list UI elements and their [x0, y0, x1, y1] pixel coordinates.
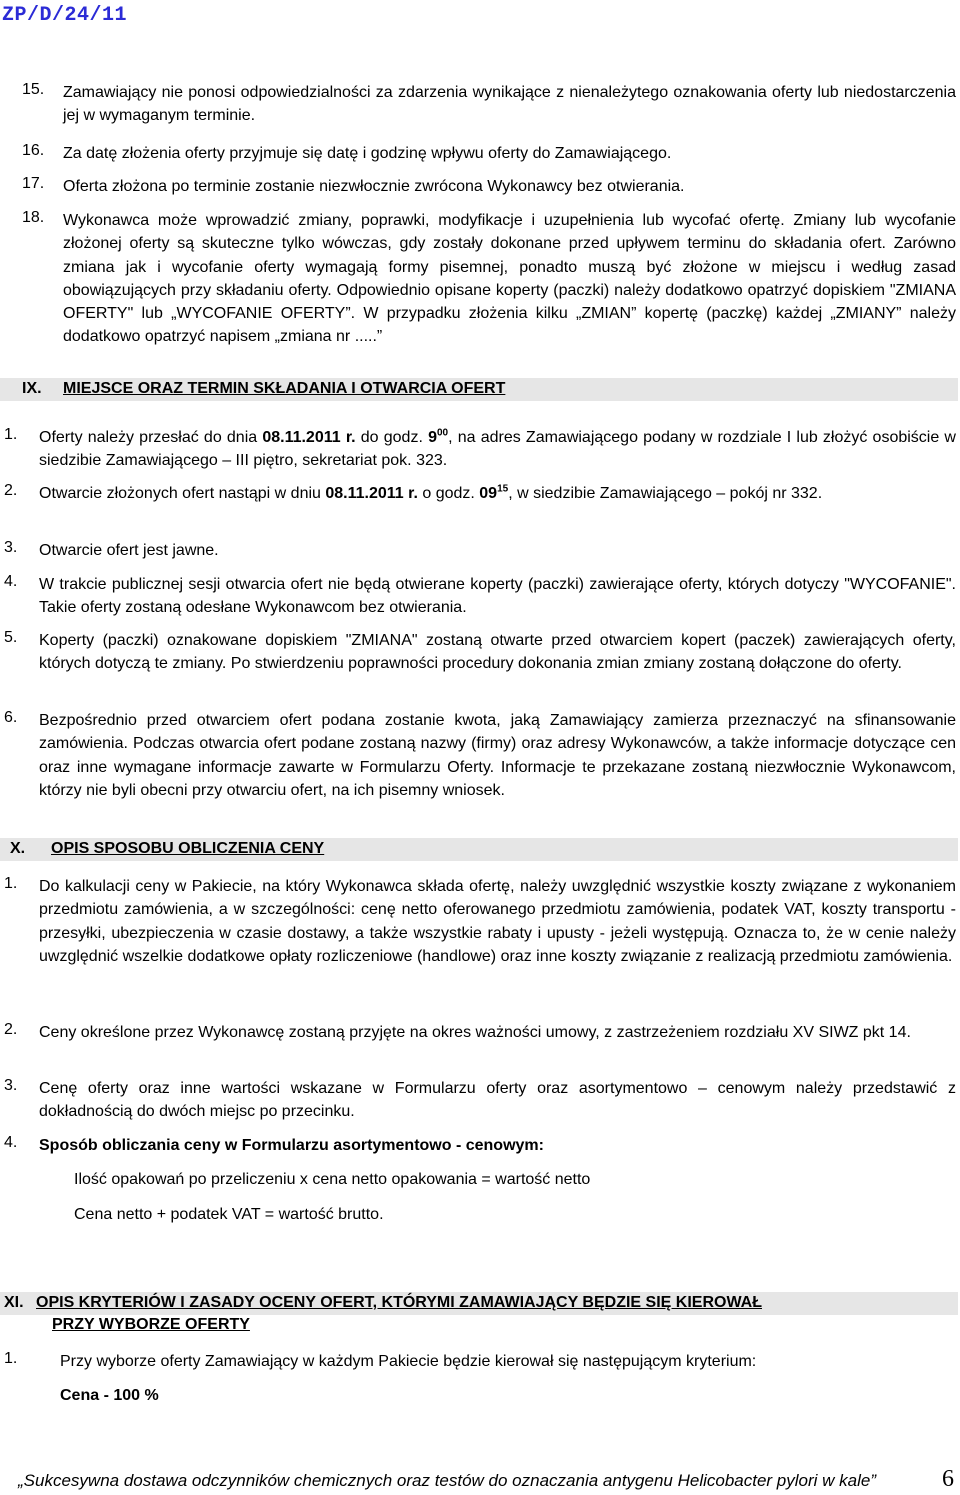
criterion-price: Cena - 100 %	[60, 1387, 159, 1404]
list-item-text: Otwarcie ofert jest jawne.	[39, 542, 219, 559]
list-item-text: Do kalkulacji ceny w Pakiecie, na który Wykonawca składa ofertę, należy uwzględnić wszystkie koszty związane z wykonaniem przedmiotu zamówienia, a w szczególności: cenę netto oferowanego przedmiotu zamówienia, podatek VAT, koszty transportu - przesyłki, ubezpieczenia w czasie dostawy, a także wszystkie rabaty i upusty - jeżeli występują. Oznacza to, że w cenie należy uwzględnić wszelkie dodatkowe opłaty rozliczeniowe (handlowe) oraz inne koszty związanie z realizacją przedmiotu zamówienia.	[39, 878, 956, 965]
list-item-text: Cenę oferty oraz inne wartości wskazane w Formularzu oferty oraz asortymentowo – cenowym należy przedstawić z dokładnością do dwóch miejsc po przecinku.	[39, 1080, 956, 1121]
formula-gross: Cena netto + podatek VAT = wartość brutto.	[74, 1206, 384, 1223]
section-ix-title: MIEJSCE ORAZ TERMIN SKŁADANIA I OTWARCIA OFERT	[63, 380, 506, 397]
list-item-number: 16.	[22, 142, 45, 159]
list-item-number: 1.	[4, 875, 18, 892]
list-item-number: 2.	[4, 482, 18, 499]
list-item-text: W trakcie publicznej sesji otwarcia ofert nie będą otwierane koperty (paczki) zawierające oferty, których dotyczy "WYCOFANIE". Takie oferty zostaną odesłane Wykonawcom bez otwierania.	[39, 576, 956, 617]
list-item-text: Oferty należy przesłać do dnia 08.11.2011 r. do godz. $9^{00}$, na adres Zamawiającego podany w rozdziale I lub złożyć osobiście w siedzibie Zamawiającego – III piętro, sekretariat pok. 323.	[39, 427, 956, 470]
list-item-number: 5.	[4, 629, 18, 646]
opening-hour: 09	[479, 485, 498, 502]
page-number: 6	[942, 1466, 954, 1492]
list-item-text: Bezpośrednio przed otwarciem ofert podana zostanie kwota, jaką Zamawiający zamierza przeznaczyć na sfinansowanie zamówienia. Podczas otwarcia ofert podane zostaną nazwy (firmy) oraz adresy Wykonawców, a także informacje dotyczące cen oraz inne wymagane informacje zawarte w Formularzu Oferty. Informacje te przekazane zostaną niezwłocznie Wykonawcom, którzy nie byli obecni przy otwarciu ofert, na ich pisemny wniosek.	[39, 712, 956, 799]
list-item-number: 4.	[4, 1134, 18, 1151]
list-item-text: Zamawiający nie ponosi odpowiedzialności za zdarzenia wynikające z nienależytego oznakowania oferty lub niedostarczenia jej w wymaganym terminie.	[63, 84, 956, 125]
section-xi-title-line2: PRZY WYBORZE OFERTY	[52, 1316, 250, 1333]
list-item-text: Wykonawca może wprowadzić zmiany, poprawki, modyfikacje i uzupełnienia lub wycofać ofertę. Zmiany lub wycofanie złożonej oferty są skuteczne tylko wówczas, gdy zostały dokonane przed upływem terminu do składania ofert. Zarówno zmiana jak i wycofanie oferty wymagają formy pisemnej, ponadto muszą być złożone w miejscu i według zasad obowiązujących przy składaniu oferty. Odpowiednio opisane koperty (paczki) należy dodatkowo opatrzyć dopiskiem "ZMIANA OFERTY" lub „WYCOFANIE OFERTY”. W przypadku złożenia kilku „ZMIAN” kopertę (paczkę) każdej „ZMIANY” należy dodatkowo opatrzyć napisem „zmiana nr .....”	[63, 212, 956, 346]
formula-net: Ilość opakowań po przeliczeniu x cena netto opakowania = wartość netto	[74, 1171, 591, 1188]
list-item-number: 2.	[4, 1021, 18, 1038]
deadline-date: 08.11.2011 r.	[262, 429, 356, 446]
list-item-number: 17.	[22, 175, 45, 192]
list-item-text: Ceny określone przez Wykonawcę zostaną przyjęte na okres ważności umowy, z zastrzeżeniem rozdziału XV SIWZ pkt 14.	[39, 1024, 911, 1041]
list-item-number: 1.	[4, 1350, 18, 1367]
section-x-title: OPIS SPOSOBU OBLICZENIA CENY	[51, 840, 325, 857]
section-ix-label: IX.	[22, 380, 42, 397]
list-item-number: 3.	[4, 1077, 18, 1094]
footer-title: „Sukcesywna dostawa odczynników chemicznych oraz testów do oznaczania antygenu Helicobacter pylori w kale”	[18, 1471, 876, 1490]
list-item-text: Przy wyborze oferty Zamawiający w każdym Pakiecie będzie kierował się następującym kryterium:	[60, 1353, 757, 1370]
list-item-text: Sposób obliczania ceny w Formularzu asortymentowo - cenowym:	[39, 1137, 544, 1154]
list-item-text: Za datę złożenia oferty przyjmuje się datę i godzinę wpływu oferty do Zamawiającego.	[63, 145, 672, 162]
deadline-hour: 9	[428, 429, 437, 446]
section-xi-label: XI.	[4, 1294, 24, 1311]
section-x-label: X.	[10, 840, 26, 857]
list-item-text: Koperty (paczki) oznakowane dopiskiem "ZMIANA" zostaną otwarte przed otwarciem kopert (paczek) zawierających oferty, których dotyczą te zmiany. Po stwierdzeniu poprawności procedury dokonania zmian zmiany zostaną dołączone do oferty.	[39, 632, 956, 673]
document-code: ZP/D/24/11	[2, 4, 128, 27]
list-item-number: 6.	[4, 709, 18, 726]
list-item-number: 15.	[22, 81, 45, 98]
list-item-text: Otwarcie złożonych ofert nastąpi w dniu 08.11.2011 r. o godz. $09^{15}$, w siedzibie Zamawiającego – pokój nr 332.	[39, 483, 823, 502]
list-item-number: 4.	[4, 573, 18, 590]
section-xi-title-line1: OPIS KRYTERIÓW I ZASADY OCENY OFERT, KTÓRYMI ZAMAWIAJĄCY BĘDZIE SIĘ KIEROWAŁ	[36, 1294, 762, 1311]
list-item-number: 1.	[4, 426, 18, 443]
list-item-number: 18.	[22, 209, 45, 226]
list-item-number: 3.	[4, 539, 18, 556]
list-item-text: Oferta złożona po terminie zostanie niezwłocznie zwrócona Wykonawcy bez otwierania.	[63, 178, 685, 195]
opening-date: 08.11.2011 r.	[325, 485, 418, 502]
